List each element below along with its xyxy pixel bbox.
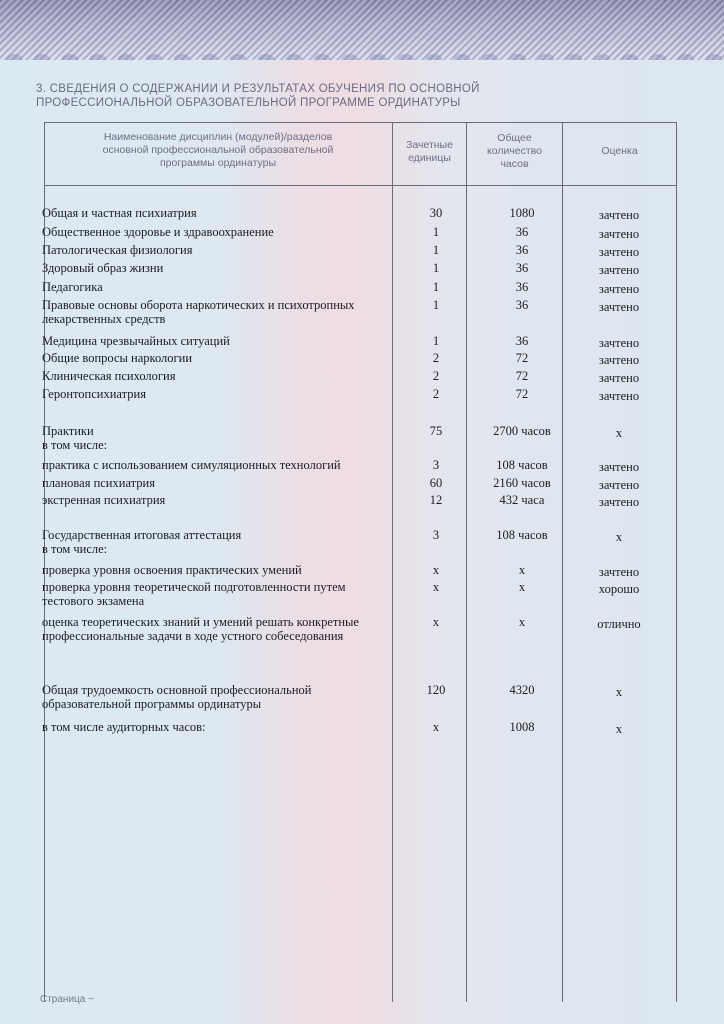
row-name-line: экстренная психиатрия bbox=[42, 493, 166, 507]
row-hours: 36 bbox=[515, 225, 529, 239]
header-credits-line: единицы bbox=[408, 152, 451, 164]
row-name-line: проверка уровня освоения практических умений bbox=[42, 563, 302, 577]
row-hours: 36 bbox=[515, 261, 529, 275]
section-heading-line-1: 3. СВЕДЕНИЯ О СОДЕРЖАНИИ И РЕЗУЛЬТАТАХ ОБУЧЕНИЯ ПО ОСНОВНОЙ bbox=[36, 83, 480, 95]
row-grade: зачтено bbox=[598, 245, 640, 259]
header-hours bbox=[467, 132, 562, 171]
row-name-line: Клиническая психология bbox=[42, 369, 176, 383]
row-credits: 2 bbox=[432, 369, 440, 383]
row-grade: зачтено bbox=[598, 263, 640, 277]
row-credits: 1 bbox=[432, 225, 440, 239]
row-name-line: проверка уровня теоретической подготовленности путем bbox=[42, 580, 346, 594]
row-grade: зачтено bbox=[598, 227, 640, 241]
row-name-line: в том числе: bbox=[42, 438, 108, 452]
row-grade: зачтено bbox=[598, 371, 640, 385]
row-credits: 2 bbox=[432, 387, 440, 401]
row-name-line: тестового экзамена bbox=[42, 594, 145, 608]
row-credits: 3 bbox=[432, 528, 440, 542]
row-name-line: Общая трудоемкость основной профессиональной bbox=[42, 683, 312, 697]
row-grade: зачтено bbox=[598, 300, 640, 314]
row-credits: х bbox=[432, 720, 440, 734]
row-hours: х bbox=[518, 615, 526, 629]
row-name-line: образовательной программы ординатуры bbox=[42, 697, 262, 711]
header-hours-line: часов bbox=[500, 158, 529, 170]
row-credits: 30 bbox=[429, 206, 443, 220]
row-name-line: Геронтопсихиатрия bbox=[42, 387, 146, 401]
header-name-line: программы ординатуры bbox=[159, 157, 277, 169]
row-grade: зачтено bbox=[598, 495, 640, 509]
header-credits bbox=[393, 139, 466, 165]
header-name bbox=[60, 131, 376, 170]
row-grade: отлично bbox=[597, 617, 641, 631]
row-name-line: Общая и частная психиатрия bbox=[42, 206, 197, 220]
header-credits-line: Зачетные bbox=[406, 139, 453, 151]
row-name-line: Медицина чрезвычайных ситуаций bbox=[42, 334, 230, 348]
row-hours: 1080 bbox=[509, 206, 535, 220]
row-name-line: лекарственных средств bbox=[42, 312, 166, 326]
row-hours: 36 bbox=[515, 243, 529, 257]
row-hours: 72 bbox=[515, 351, 529, 365]
row-hours: 2160 часов bbox=[493, 476, 551, 490]
row-grade: зачтено bbox=[598, 353, 640, 367]
row-credits: 120 bbox=[426, 683, 446, 697]
row-grade: зачтено bbox=[598, 460, 640, 474]
row-grade: хорошо bbox=[598, 582, 640, 596]
row-name-line: оценка теоретических знаний и умений решать конкретные bbox=[42, 615, 359, 629]
row-grade: зачтено bbox=[598, 208, 640, 222]
row-credits: 60 bbox=[429, 476, 443, 490]
row-hours: 72 bbox=[515, 387, 529, 401]
row-name-line: Патологическая физиология bbox=[42, 243, 193, 257]
row-grade: зачтено bbox=[598, 565, 640, 579]
row-grade: зачтено bbox=[598, 282, 640, 296]
row-hours: 108 часов bbox=[496, 458, 548, 472]
row-name-line: Государственная итоговая аттестация bbox=[42, 528, 242, 542]
row-credits: 75 bbox=[429, 424, 443, 438]
row-credits: 2 bbox=[432, 351, 440, 365]
row-name-line: в том числе: bbox=[42, 542, 108, 556]
row-credits: 3 bbox=[432, 458, 440, 472]
row-grade: зачтено bbox=[598, 389, 640, 403]
row-hours: 36 bbox=[515, 298, 529, 312]
row-grade: зачтено bbox=[598, 478, 640, 492]
row-name-line: Правовые основы оборота наркотических и психотропных bbox=[42, 298, 355, 312]
row-credits: 1 bbox=[432, 280, 440, 294]
table-border-top bbox=[44, 122, 677, 123]
header-hours-line: Общее bbox=[497, 132, 532, 144]
section-heading-line-2: ПРОФЕССИОНАЛЬНОЙ ОБРАЗОВАТЕЛЬНОЙ ПРОГРАММЕ ОРДИНАТУРЫ bbox=[36, 97, 461, 109]
row-name-line: Практики bbox=[42, 424, 94, 438]
row-grade: х bbox=[615, 685, 623, 699]
row-hours: х bbox=[518, 580, 526, 594]
row-grade: х bbox=[615, 722, 623, 736]
header-name-line: Наименование дисциплин (модулей)/разделов bbox=[103, 131, 333, 143]
row-hours: 72 bbox=[515, 369, 529, 383]
row-credits: 1 bbox=[432, 334, 440, 348]
row-hours: х bbox=[518, 563, 526, 577]
header-grade-line: Оценка bbox=[601, 145, 638, 157]
row-name-line: профессиональные задачи в ходе устного собеседования bbox=[42, 629, 344, 643]
row-hours: 4320 bbox=[509, 683, 535, 697]
row-name-line: Общественное здоровье и здравоохранение bbox=[42, 225, 274, 239]
row-hours: 432 часа bbox=[499, 493, 545, 507]
header-name-line: основной профессиональной образовательной bbox=[102, 144, 334, 156]
row-grade: х bbox=[615, 530, 623, 544]
row-name-line: практика с использованием симуляционных технологий bbox=[42, 458, 341, 472]
row-hours: 36 bbox=[515, 334, 529, 348]
row-grade: х bbox=[615, 426, 623, 440]
row-grade: зачтено bbox=[598, 336, 640, 350]
row-hours: 2700 часов bbox=[493, 424, 551, 438]
table-header-separator bbox=[44, 185, 677, 186]
header-hours-line: количество bbox=[487, 145, 542, 157]
table-divider-1 bbox=[392, 122, 393, 1002]
row-name-line: Педагогика bbox=[42, 280, 103, 294]
section-heading bbox=[36, 82, 556, 110]
security-pattern-band bbox=[0, 0, 724, 60]
row-hours: 108 часов bbox=[496, 528, 548, 542]
row-credits: 1 bbox=[432, 261, 440, 275]
row-credits: 1 bbox=[432, 243, 440, 257]
row-credits: 1 bbox=[432, 298, 440, 312]
row-credits: х bbox=[432, 563, 440, 577]
row-name-line: в том числе аудиторных часов: bbox=[42, 720, 206, 734]
row-hours: 1008 bbox=[509, 720, 535, 734]
row-name-line: Общие вопросы наркологии bbox=[42, 351, 193, 365]
row-credits: х bbox=[432, 615, 440, 629]
row-credits: х bbox=[432, 580, 440, 594]
row-name-line: Здоровый образ жизни bbox=[42, 261, 164, 275]
header-grade bbox=[563, 145, 676, 158]
row-hours: 36 bbox=[515, 280, 529, 294]
row-credits: 12 bbox=[429, 493, 443, 507]
row-name-line: плановая психиатрия bbox=[42, 476, 155, 490]
page-number: Страница ~ bbox=[40, 994, 94, 1005]
